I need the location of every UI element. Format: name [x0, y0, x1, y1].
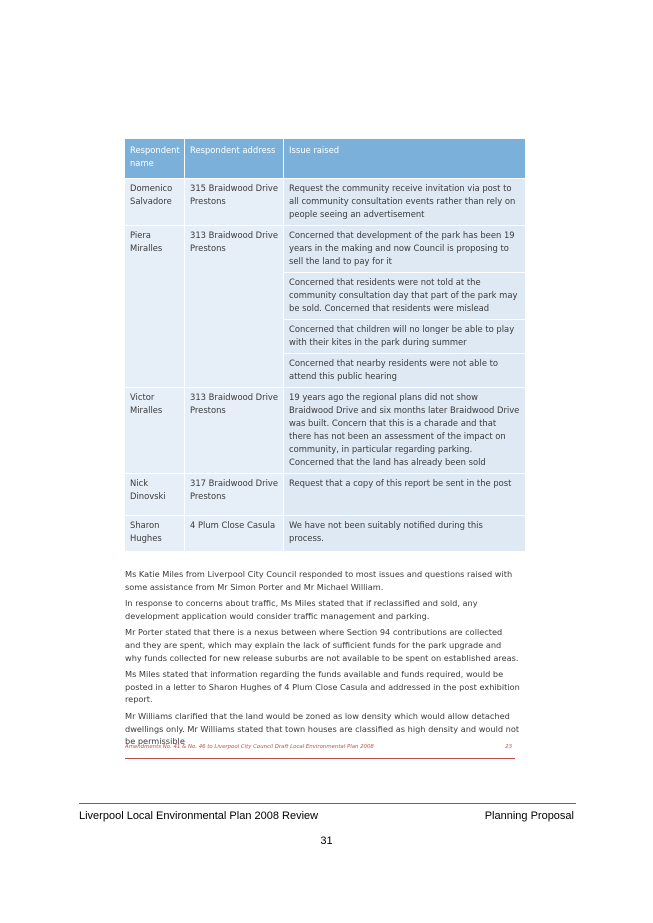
- paragraph: Mr Williams clarified that the land would be zoned as low density which would allow detached dwellings only. Mr Williams stated that town houses are classified as high density and would not be permissible: [125, 710, 520, 747]
- paragraph: Ms Katie Miles from Liverpool City Council responded to most issues and questions raised with some assistance from Mr Simon Porter and Mr Michael William.: [125, 569, 513, 592]
- respondent-address: 313 Braidwood Drive Prestons: [185, 388, 284, 474]
- paragraph: In response to concerns about traffic, Ms Miles stated that if reclassified and sold, any development application would consider traffic management and parking.: [125, 598, 478, 621]
- respondent-name: Victor Miralles: [125, 388, 185, 474]
- respondents-table: [124, 138, 526, 552]
- inner-document-footer: [125, 742, 515, 759]
- table-row: [125, 388, 526, 474]
- respondent-name: Sharon Hughes: [125, 516, 185, 552]
- issue-raised: 19 years ago the regional plans did not show Braidwood Drive and six months later Braidwood Drive was built. Concern that this is a charade and that there has not been an assessment of the impact on community, in particular regarding parking. Concerned that the land has already been sold: [284, 388, 526, 474]
- footer-document-type: Planning Proposal: [484, 810, 574, 822]
- header-respondent-address: Respondent address: [185, 139, 284, 179]
- respondent-address: 4 Plum Close Casula: [185, 516, 284, 552]
- inner-footer-text: Amendments No. 41 & No. 46 to Liverpool City Council Draft Local Environmental Plan 2008: [125, 744, 374, 750]
- table-header-row: [125, 139, 526, 179]
- table-row: [125, 179, 526, 226]
- issue-raised: We have not been suitably notified during this process.: [284, 516, 526, 552]
- paragraph: Mr Porter stated that there is a nexus between where Section 94 contributions are collected and they are spent, which may explain the lack of sufficient funds for the park upgrade and why funds collected for new release suburbs are not available to be spent on established areas.: [125, 627, 519, 663]
- page-number: 31: [320, 835, 333, 847]
- issue-raised: Request that a copy of this report be sent in the post: [284, 474, 526, 516]
- header-issue-raised: Issue raised: [284, 139, 526, 179]
- respondent-name: Piera Miralles: [125, 226, 185, 388]
- inner-footer-page: 23: [505, 744, 512, 750]
- body-text: [125, 568, 520, 752]
- issue-raised: Concerned that nearby residents were not able to attend this public hearing: [284, 354, 526, 388]
- issue-raised: Concerned that residents were not told at the community consultation day that part of the park may be sold. Concerned that residents were mislead: [284, 273, 526, 320]
- footer-divider: [79, 803, 576, 804]
- issue-raised: Concerned that development of the park has been 19 years in the making and now Council is proposing to sell the land to pay for it: [284, 226, 526, 273]
- respondent-address: 317 Braidwood Drive Prestons: [185, 474, 284, 516]
- table-row: [125, 474, 526, 516]
- footer-document-title: Liverpool Local Environmental Plan 2008 Review: [79, 810, 319, 822]
- table-row: [125, 226, 526, 273]
- table-row: [125, 516, 526, 552]
- respondent-name: Domenico Salvadore: [125, 179, 185, 226]
- paragraph: Ms Miles stated that information regarding the funds available and funds required, would be posted in a letter to Sharon Hughes of 4 Plum Close Casula and addressed in the post exhibition report.: [125, 669, 520, 705]
- issue-raised: Concerned that children will no longer be able to play with their kites in the park during summer: [284, 320, 526, 354]
- header-respondent-name: Respondent name: [125, 139, 185, 179]
- issue-raised: Request the community receive invitation via post to all community consultation events rather than rely on people seeing an advertisement: [284, 179, 526, 226]
- respondent-address: 313 Braidwood Drive Prestons: [185, 226, 284, 388]
- respondent-address: 315 Braidwood Drive Prestons: [185, 179, 284, 226]
- respondent-name: Nick Dinovski: [125, 474, 185, 516]
